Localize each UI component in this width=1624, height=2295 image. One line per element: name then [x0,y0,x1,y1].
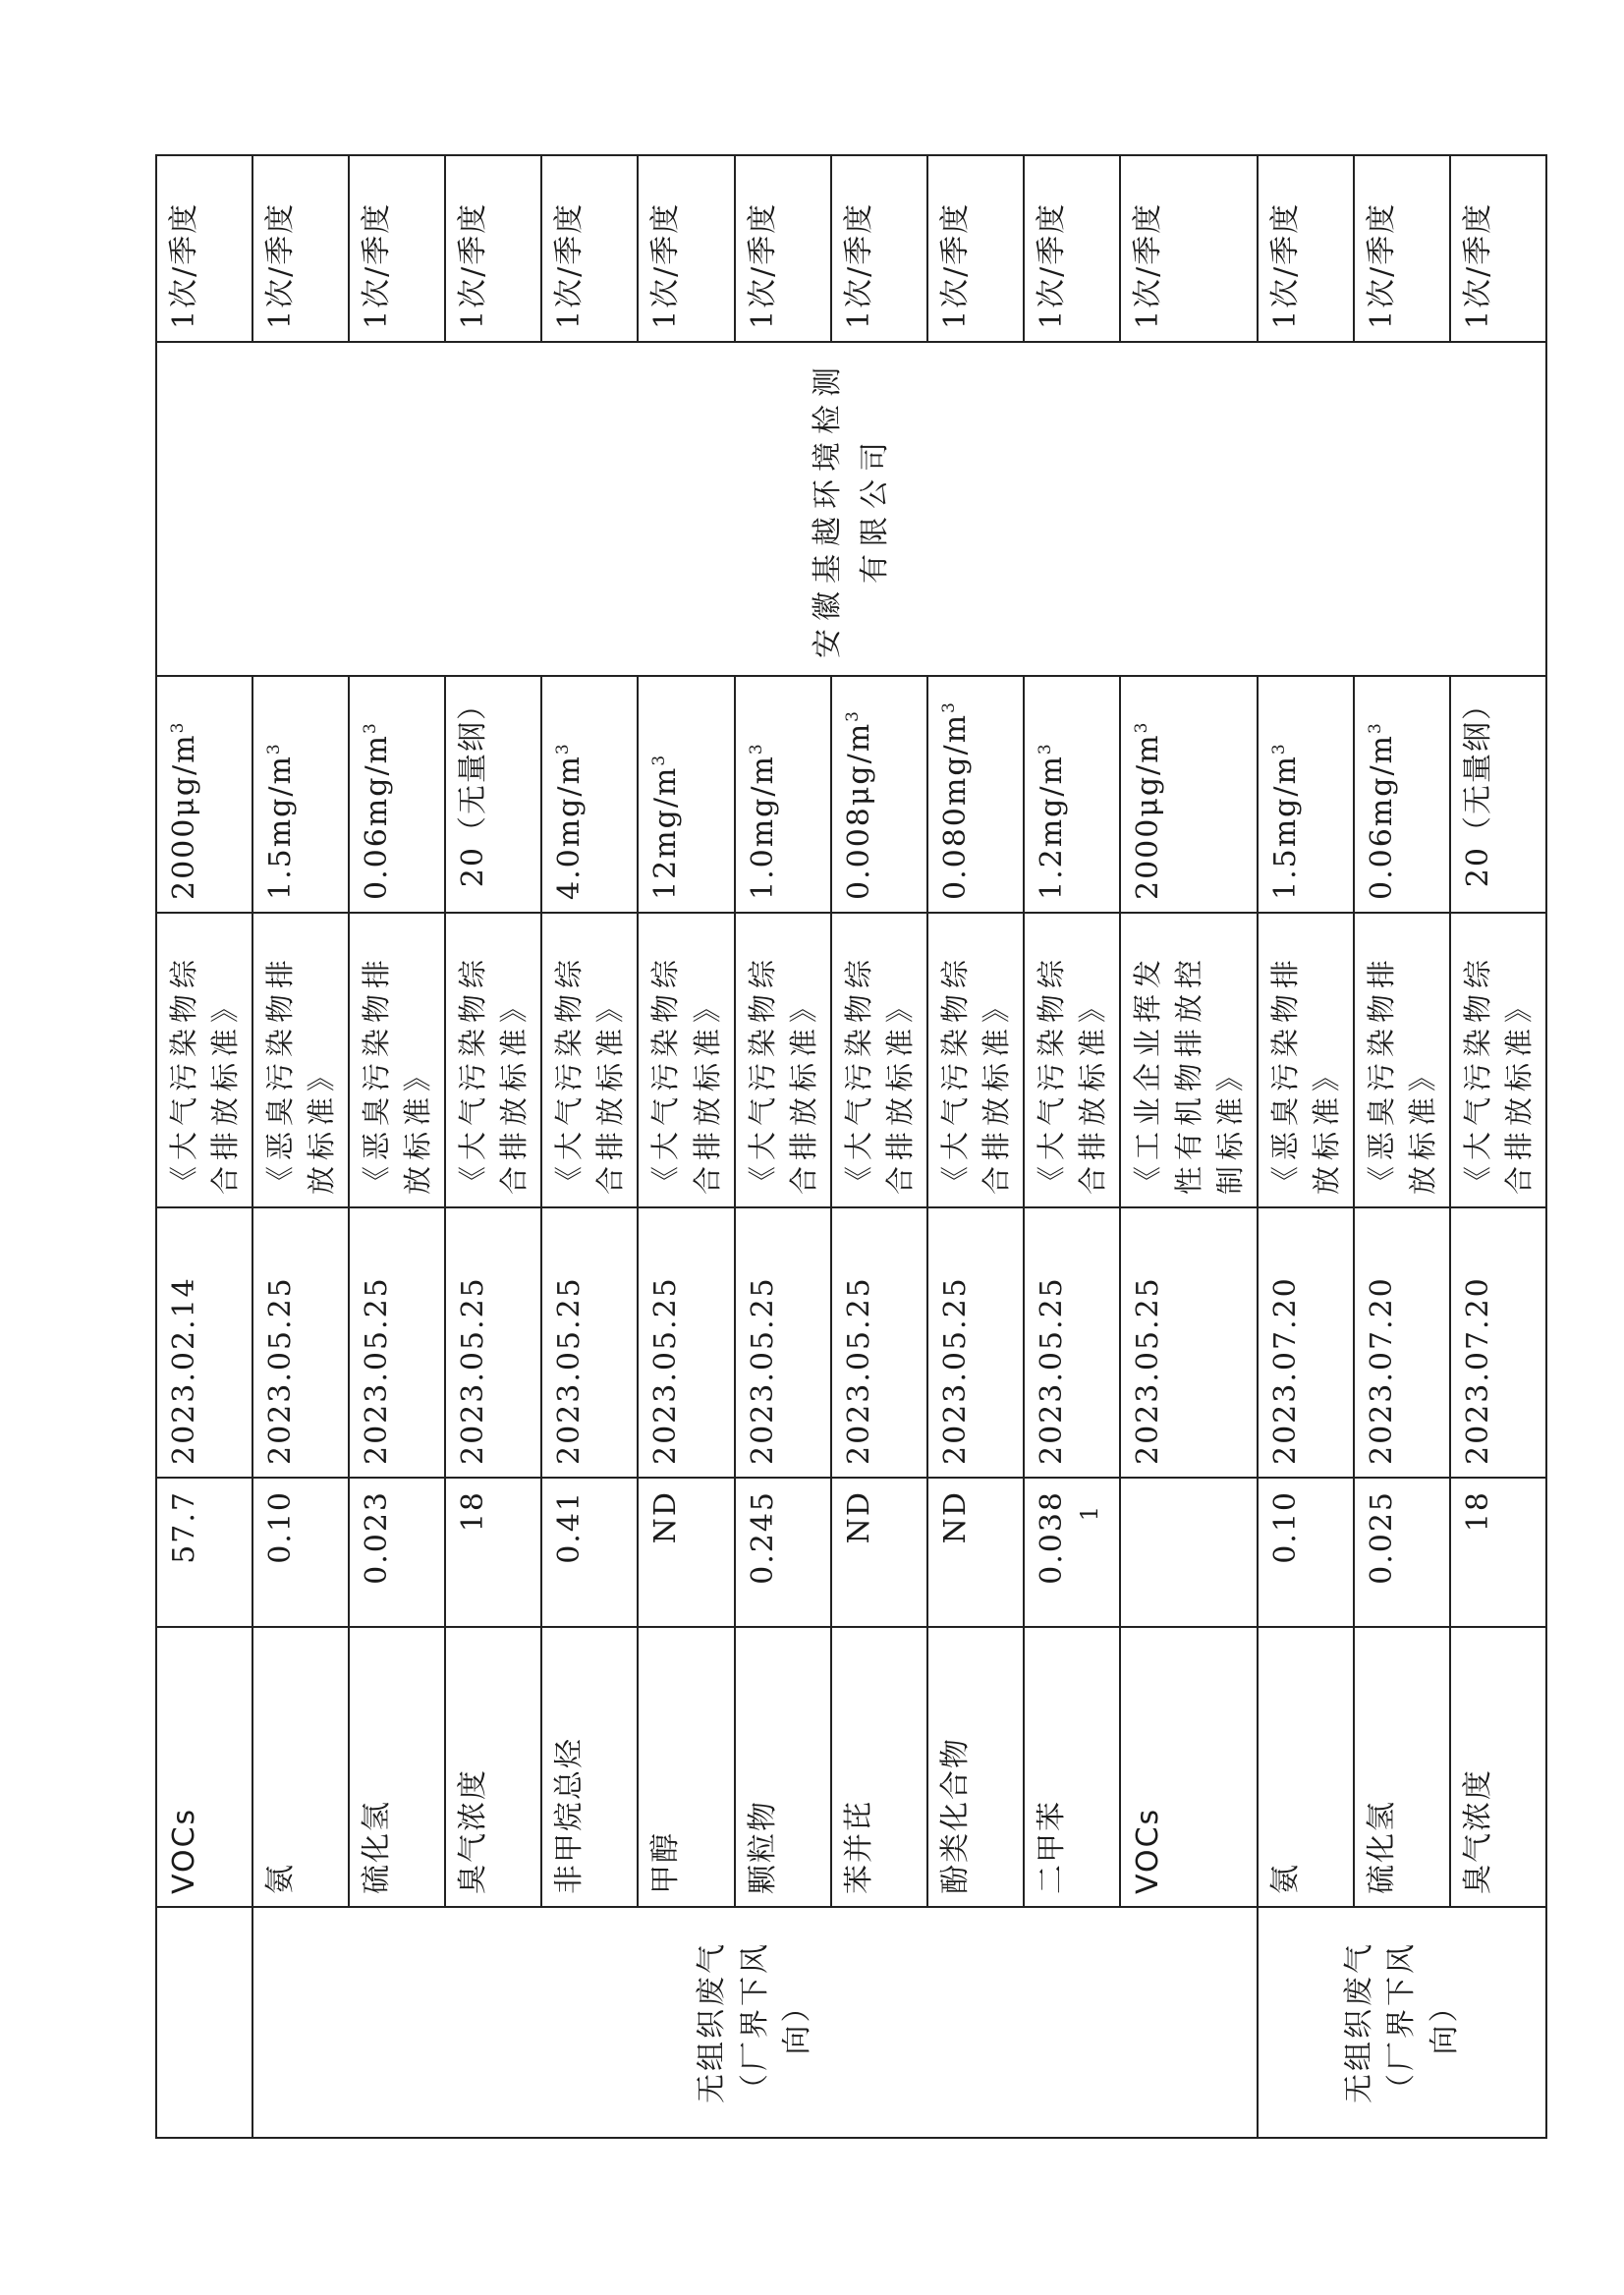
monitor-date: 2023.05.25 [927,1207,1024,1478]
monitor-date: 2023.05.25 [638,1207,734,1478]
measured-value: 0.41 [541,1478,638,1627]
limit-sup: 3 [842,709,863,722]
emission-standard: 《大气污染物综合排放标准》 [638,913,734,1207]
monitor-date: 2023.05.25 [735,1207,831,1478]
measured-value: 0.245 [735,1478,831,1627]
measured-value: 0.10 [1258,1478,1354,1627]
limit-value [445,676,541,913]
limit-base: 1.0mg/m [745,755,780,900]
emission-standard: 《工业企业挥发性有机物排放控制标准》 [1120,913,1258,1207]
emission-standard: 《大气污染物综合排放标准》 [1450,913,1546,1207]
monitoring-frequency: 1次/季度 [1258,155,1354,342]
pollutant-name: 氨 [252,1627,349,1907]
monitor-date: 2023.05.25 [349,1207,445,1478]
emission-standard: 《大气污染物综合排放标准》 [445,913,541,1207]
emission-standard: 《恶臭污染物排放标准》 [349,913,445,1207]
measured-value: 57.7 [156,1478,252,1627]
testing-agency: 安徽基越环境检测有限公司 [156,342,1546,676]
monitoring-frequency: 1次/季度 [638,155,734,342]
limit-base: 0.06mg/m [1365,733,1400,900]
monitoring-frequency: 1次/季度 [541,155,638,342]
limit-sup: 3 [361,721,381,734]
measured-value: 0.025 [1354,1478,1450,1627]
limit-value [349,676,445,913]
limit-sup: 3 [1366,721,1386,734]
measured-value: 0.10 [252,1478,349,1627]
limit-value [252,676,349,913]
limit-value [156,676,252,913]
monitoring-frequency: 1次/季度 [1120,155,1258,342]
monitoring-frequency: 1次/季度 [735,155,831,342]
monitoring-frequency: 1次/季度 [349,155,445,342]
limit-sup: 3 [938,700,959,713]
category-label [156,1907,252,2138]
limit-sup: 3 [553,742,574,756]
limit-sup: 3 [746,742,766,756]
monitoring-frequency: 1次/季度 [1450,155,1546,342]
pollutant-name: 硫化氢 [349,1627,445,1907]
limit-base: 0.06mg/m [360,733,395,900]
emission-standard: 《大气污染物综合排放标准》 [156,913,252,1207]
monitoring-frequency: 1次/季度 [252,155,349,342]
limit-sup: 3 [264,742,285,756]
emission-standard: 《大气污染物综合排放标准》 [735,913,831,1207]
measured-value: 18 [1450,1478,1546,1627]
limit-base: 20（无量纲） [456,689,491,888]
limit-base: 2000μg/m [1130,733,1165,900]
monitoring-frequency: 1次/季度 [831,155,927,342]
measured-value: ND [831,1478,927,1627]
pollutant-name: 氨 [1258,1627,1354,1907]
pollutant-name: 酚类化合物 [927,1627,1024,1907]
rotated-page [155,156,1537,2139]
limit-value [1120,676,1258,913]
pollutant-name: 苯并芘 [831,1627,927,1907]
limit-base: 4.0mg/m [552,755,588,900]
measured-value: 0.023 [349,1478,445,1627]
category-label: 无组织废气（厂界下风向） [252,1907,1258,2138]
emission-standard: 《恶臭污染物排放标准》 [252,913,349,1207]
limit-value [1024,676,1120,913]
table-row [156,155,252,2138]
pollutant-name: 甲醇 [638,1627,734,1907]
limit-value [1450,676,1546,913]
monitor-date: 2023.05.25 [1120,1207,1258,1478]
monitoring-frequency: 1次/季度 [1354,155,1450,342]
monitoring-table [155,154,1547,2139]
monitoring-frequency: 1次/季度 [445,155,541,342]
pollutant-name: 非甲烷总烃 [541,1627,638,1907]
limit-base: 1.2mg/m [1034,755,1069,900]
limit-base: 2000μg/m [167,733,201,900]
emission-standard: 《恶臭污染物排放标准》 [1354,913,1450,1207]
emission-standard: 《大气污染物综合排放标准》 [1024,913,1120,1207]
monitor-date: 2023.05.25 [445,1207,541,1478]
pollutant-name: 臭气浓度 [445,1627,541,1907]
limit-sup: 3 [649,753,670,766]
monitor-date: 2023.05.25 [1024,1207,1120,1478]
limit-value [831,676,927,913]
measured-value: ND [927,1478,1024,1627]
limit-value [1354,676,1450,913]
monitor-date: 2023.07.20 [1354,1207,1450,1478]
limit-value [735,676,831,913]
limit-sup: 3 [168,720,188,734]
category-label: 无组织废气（厂界下风向） [1258,1907,1546,2138]
pollutant-name: VOCs [156,1627,252,1907]
emission-standard: 《恶臭污染物排放标准》 [1258,913,1354,1207]
pollutant-name: 二甲苯 [1024,1627,1120,1907]
limit-base: 0.080mg/m [937,712,973,900]
monitor-date: 2023.05.25 [541,1207,638,1478]
measured-value [1120,1478,1258,1627]
limit-value [1258,676,1354,913]
limit-value [638,676,734,913]
monitor-date: 2023.07.20 [1258,1207,1354,1478]
pollutant-name: 臭气浓度 [1450,1627,1546,1907]
monitor-date: 2023.05.25 [831,1207,927,1478]
limit-base: 12mg/m [648,765,684,900]
monitor-date: 2023.02.14 [156,1207,252,1478]
emission-standard: 《大气污染物综合排放标准》 [831,913,927,1207]
pollutant-name: 硫化氢 [1354,1627,1450,1907]
limit-sup: 3 [1269,742,1290,756]
measured-value: 0.038 1 [1024,1478,1120,1627]
limit-sup: 3 [1131,720,1151,734]
monitoring-frequency: 1次/季度 [1024,155,1120,342]
measured-value: 18 [445,1478,541,1627]
emission-standard: 《大气污染物综合排放标准》 [927,913,1024,1207]
monitoring-frequency: 1次/季度 [156,155,252,342]
limit-value [541,676,638,913]
limit-base: 1.5mg/m [1268,755,1304,900]
limit-base: 1.5mg/m [263,755,299,900]
monitor-date: 2023.07.20 [1450,1207,1546,1478]
limit-base: 0.008μg/m [841,721,876,900]
monitoring-frequency: 1次/季度 [927,155,1024,342]
measured-value: ND [638,1478,734,1627]
pollutant-name: 颗粒物 [735,1627,831,1907]
emission-standard: 《大气污染物综合排放标准》 [541,913,638,1207]
limit-base: 20（无量纲） [1461,689,1496,888]
limit-sup: 3 [1035,742,1055,756]
limit-value [927,676,1024,913]
monitor-date: 2023.05.25 [252,1207,349,1478]
pollutant-name: VOCs [1120,1627,1258,1907]
